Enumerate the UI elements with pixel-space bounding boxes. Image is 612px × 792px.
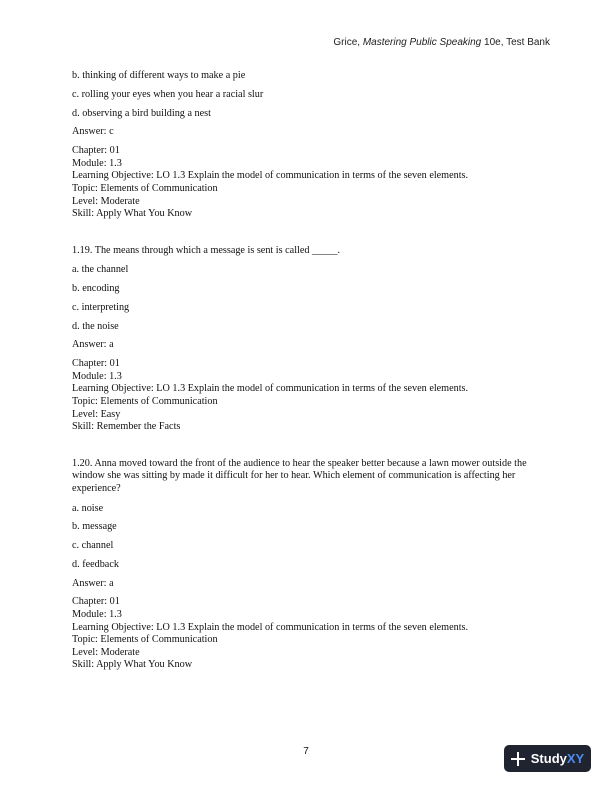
- answer-key: Answer: c: [72, 126, 114, 138]
- answer-option: b. message: [72, 521, 117, 533]
- page-content: [72, 70, 540, 696]
- question-text: 1.20. Anna moved toward the front of the audience to hear the speaker better because a lawn mower outside the window she was sitting by made it difficult for her to hear. Which element of communication is affecting her experience?: [72, 457, 527, 494]
- answer-key: Answer: a: [72, 339, 114, 351]
- meta-objective: Learning Objective: LO 1.3 Explain the model of communication in terms of the seven elements.: [72, 383, 469, 395]
- meta-module: Module: 1.3: [72, 370, 122, 382]
- meta-level: Level: Easy: [72, 408, 121, 420]
- answer-key: Answer: a: [72, 577, 114, 589]
- answer-option: a. noise: [72, 502, 104, 514]
- answer-option: c. channel: [72, 540, 114, 552]
- answer-option: a. the channel: [72, 264, 129, 276]
- question-metadata: [72, 596, 540, 672]
- meta-objective: Learning Objective: LO 1.3 Explain the model of communication in terms of the seven elements.: [72, 621, 469, 633]
- meta-topic: Topic: Elements of Communication: [72, 182, 218, 194]
- answer-option: c. interpreting: [72, 301, 130, 313]
- header-suffix: 10e, Test Bank: [484, 37, 550, 48]
- meta-topic: Topic: Elements of Communication: [72, 395, 218, 407]
- studyxy-badge[interactable]: [504, 745, 591, 772]
- question-text: 1.19. The means through which a message is sent is called _____.: [72, 244, 341, 256]
- meta-objective: Learning Objective: LO 1.3 Explain the model of communication in terms of the seven elements.: [72, 170, 469, 182]
- header-book-title: Mastering Public Speaking: [362, 37, 482, 48]
- question-metadata: [72, 358, 540, 434]
- meta-level: Level: Moderate: [72, 195, 140, 207]
- answer-option: d. the noise: [72, 320, 119, 332]
- meta-chapter: Chapter: 01: [72, 358, 120, 370]
- question-metadata: [72, 145, 540, 221]
- meta-chapter: Chapter: 01: [72, 145, 120, 157]
- meta-topic: Topic: Elements of Communication: [72, 634, 218, 646]
- meta-skill: Skill: Apply What You Know: [72, 208, 193, 220]
- meta-skill: Skill: Apply What You Know: [72, 659, 193, 671]
- page-number: 7: [303, 746, 309, 757]
- answer-option: b. encoding: [72, 283, 120, 295]
- running-header: [333, 37, 550, 48]
- brand-text-xy: XY: [566, 751, 585, 766]
- answer-option: c. rolling your eyes when you hear a racial slur: [72, 88, 264, 100]
- meta-level: Level: Moderate: [72, 646, 140, 658]
- answer-option: d. feedback: [72, 558, 119, 570]
- meta-skill: Skill: Remember the Facts: [72, 421, 181, 433]
- header-author: Grice,: [333, 37, 361, 48]
- brand-text-study: Study: [530, 751, 567, 766]
- meta-module: Module: 1.3: [72, 157, 122, 169]
- answer-option: b. thinking of different ways to make a pie: [72, 70, 246, 81]
- brand-logo-text: [531, 751, 584, 766]
- answer-option: d. observing a bird building a nest: [72, 107, 211, 119]
- meta-chapter: Chapter: 01: [72, 596, 120, 608]
- plus-icon: [511, 752, 525, 766]
- meta-module: Module: 1.3: [72, 609, 122, 621]
